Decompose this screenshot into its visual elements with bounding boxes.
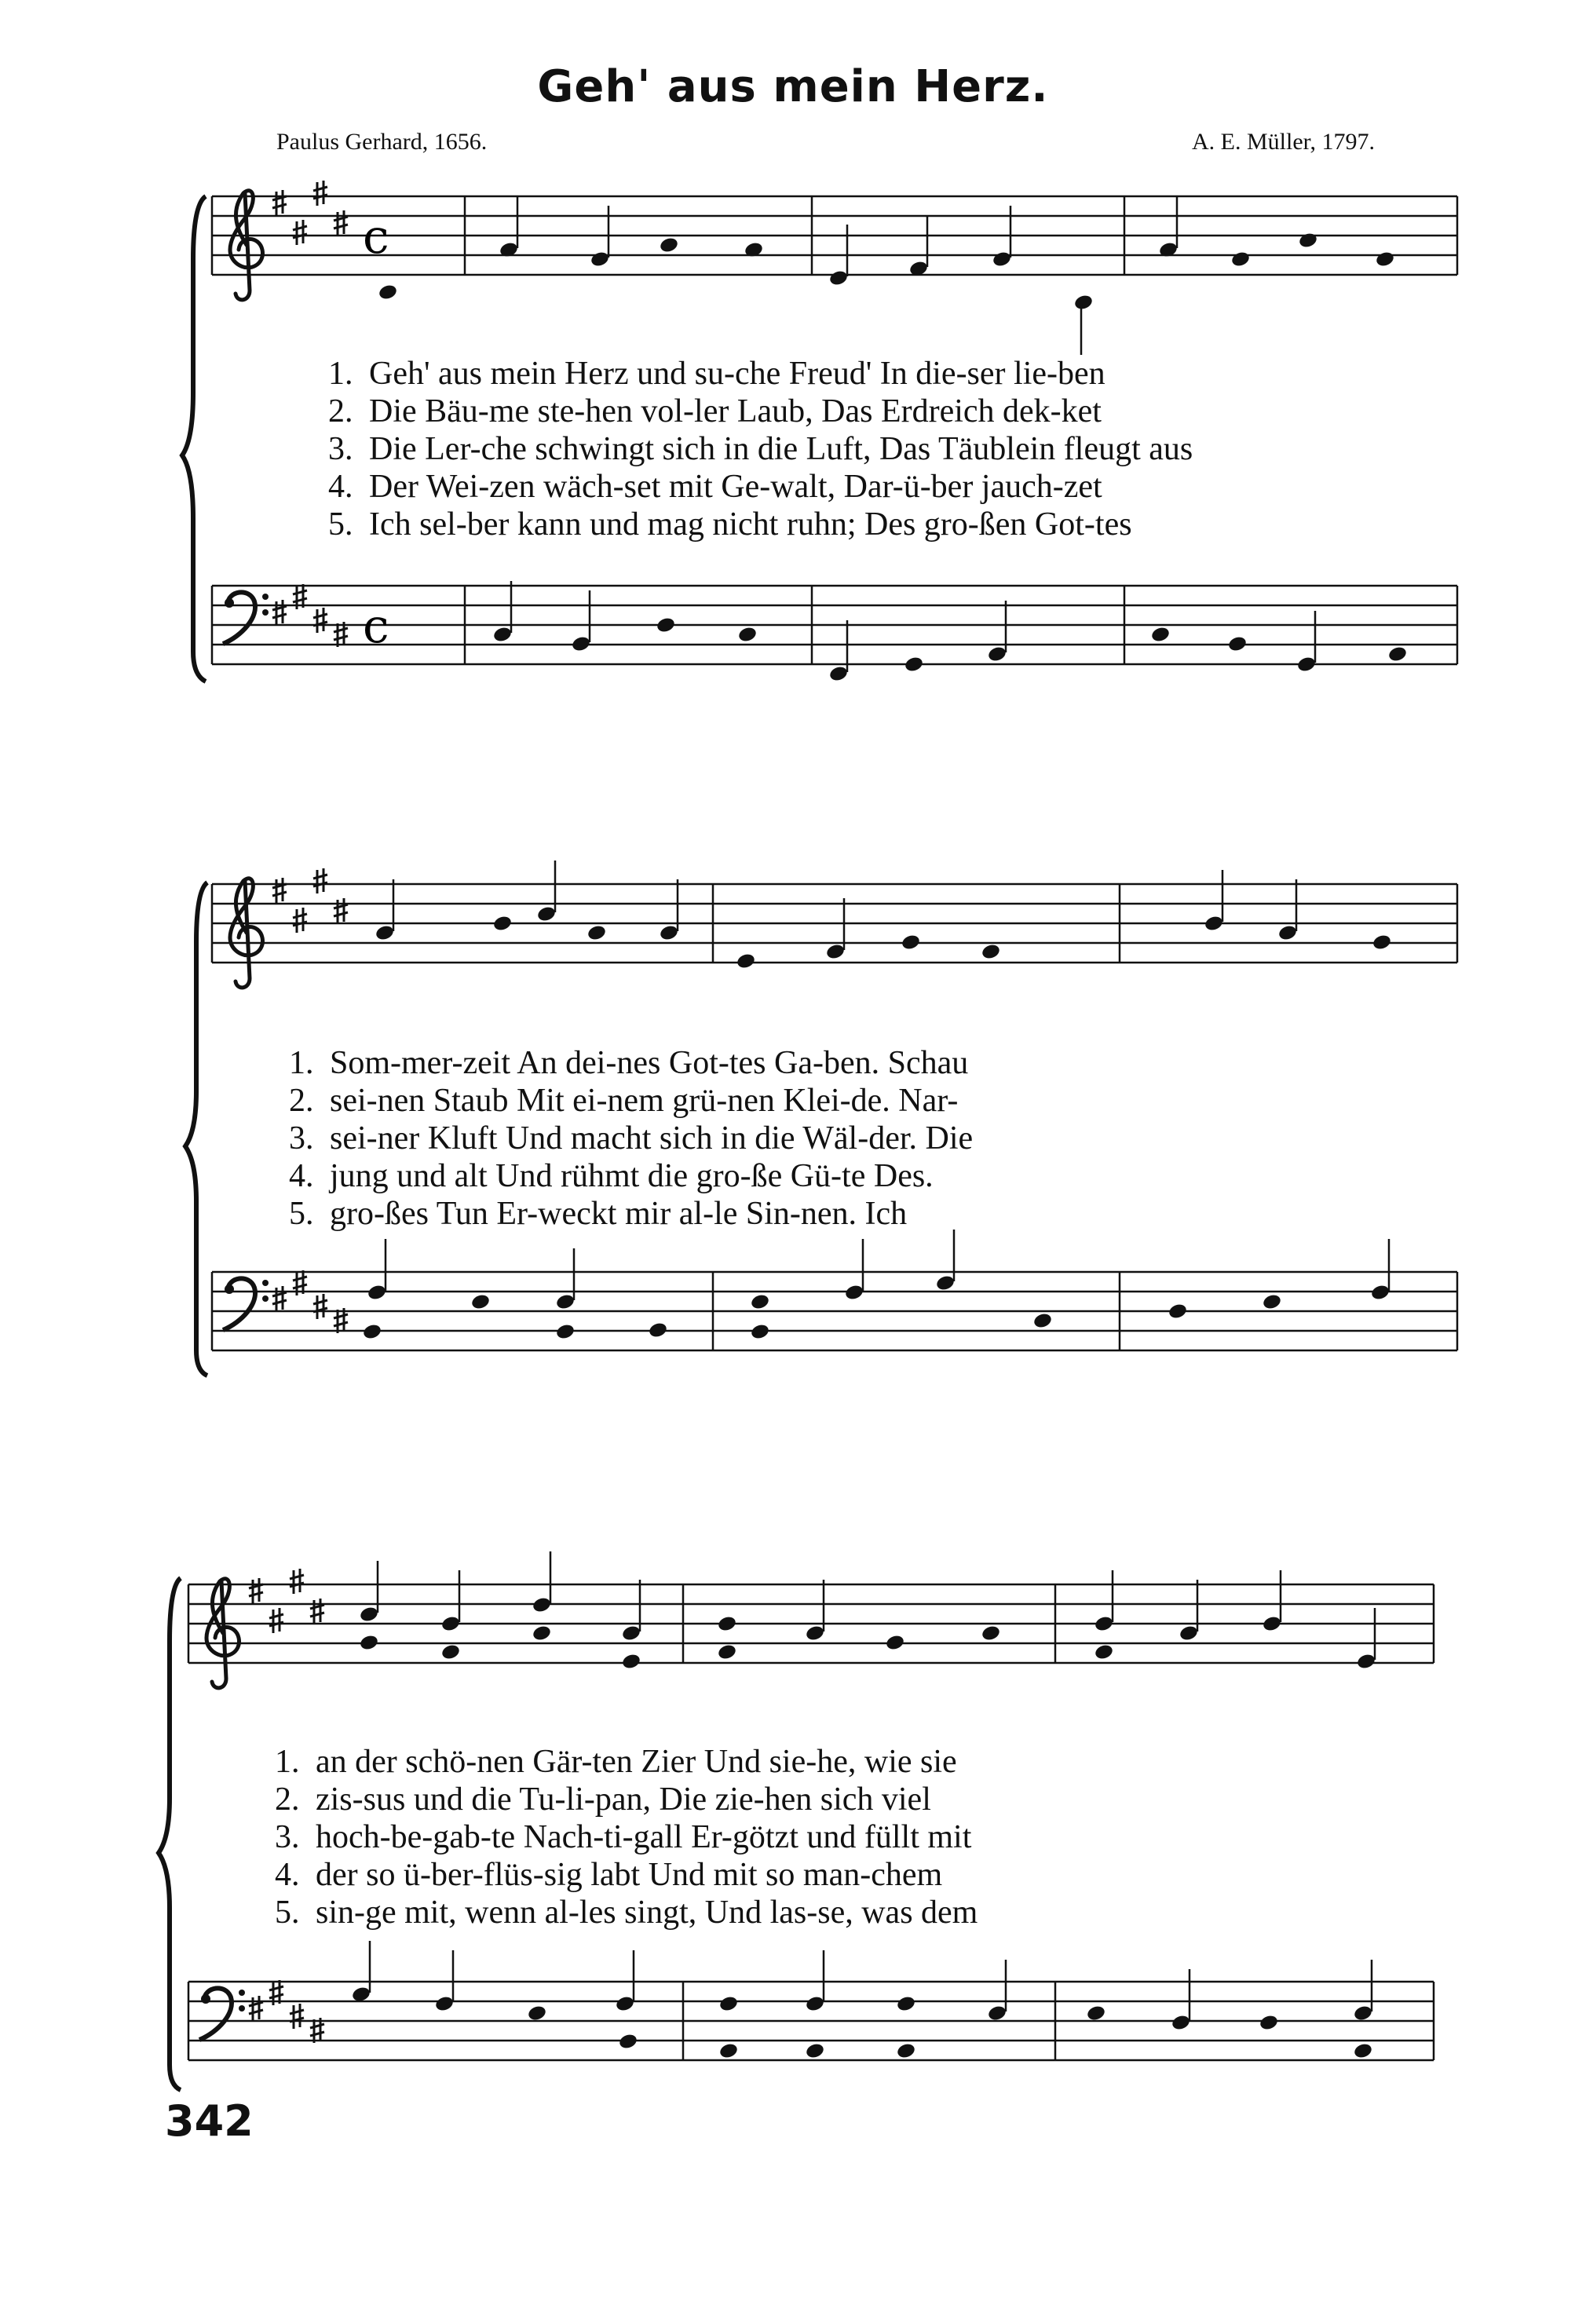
- verse-line: 3. hoch-be-gab-te Nach-ti-gall Er-götzt und füllt mit: [275, 1819, 972, 1855]
- hymn-title: Geh' aus mein Herz.: [537, 61, 1049, 112]
- verse-line: 1. Geh' aus mein Herz und su-che Freud' In die-ser lie-ben: [328, 356, 1105, 392]
- svg-text:c: c: [363, 210, 389, 265]
- verse-line: 1. an der schö-nen Gär-ten Zier Und sie-he, wie sie: [275, 1744, 957, 1780]
- verse-line: 3. sei-ner Kluft Und macht sich in die Wäl-der. Die: [289, 1120, 974, 1157]
- svg-text:c: c: [363, 599, 389, 654]
- verse-line: 5. sin-ge mit, wenn al-les singt, Und las-se, was dem: [275, 1895, 978, 1931]
- verse-line: 5. gro-ßes Tun Er-weckt mir al-le Sin-nen. Ich: [289, 1196, 908, 1232]
- composer-credit: A. E. Müller, 1797.: [1192, 129, 1375, 155]
- verse-line: 2. zis-sus und die Tu-li-pan, Die zie-hen sich viel: [275, 1781, 931, 1818]
- verse-line: 4. jung und alt Und rühmt die gro-ße Gü-te Des.: [289, 1158, 934, 1194]
- verse-line: 3. Die Ler-che schwingt sich in die Luft, Das Täublein fleugt aus: [328, 431, 1193, 467]
- system-1-verses: [328, 355, 1193, 543]
- page-number: 342: [165, 2096, 254, 2146]
- system-3-verses: [275, 1743, 978, 1931]
- verse-line: 2. Die Bäu-me ste-hen vol-ler Laub, Das Erdreich dek-ket: [328, 393, 1102, 429]
- verse-line: 2. sei-nen Staub Mit ei-nem grü-nen Klei-de. Nar-: [289, 1083, 959, 1119]
- verse-line: 5. Ich sel-ber kann und mag nicht ruhn; Des gro-ßen Got-tes: [328, 506, 1132, 543]
- lyricist-credit: Paulus Gerhard, 1656.: [276, 129, 488, 155]
- verse-line: 4. Der Wei-zen wäch-set mit Ge-walt, Dar-ü-ber jauch-zet: [328, 469, 1102, 505]
- verse-line: 4. der so ü-ber-flüs-sig labt Und mit so man-chem: [275, 1857, 943, 1893]
- system-2-verses: [289, 1044, 973, 1233]
- verse-line: 1. Som-mer-zeit An dei-nes Got-tes Ga-ben. Schau: [289, 1045, 969, 1081]
